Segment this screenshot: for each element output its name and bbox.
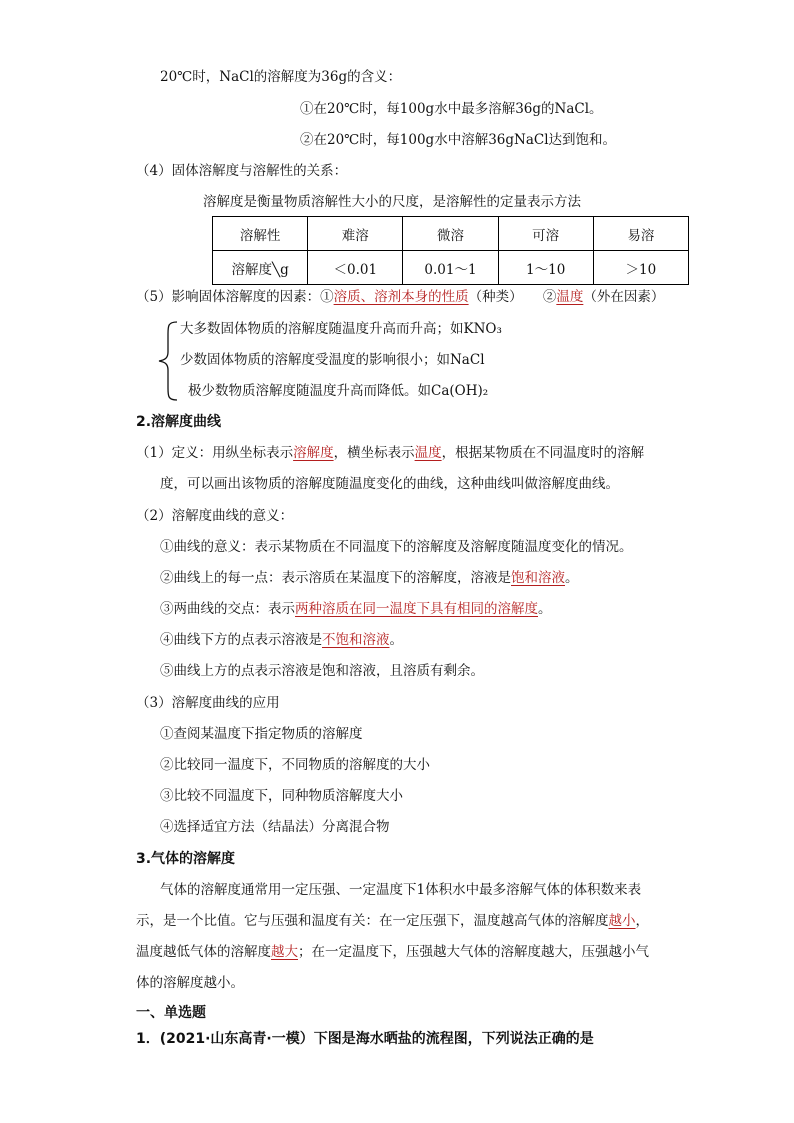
table-row xyxy=(213,251,689,285)
line-solubility-scale: 溶解度是衡量物质溶解性大小的尺度，是溶解性的定量表示方法 xyxy=(203,194,581,210)
meaning-1: ①曲线的意义：表示某物质在不同温度下的溶解度及溶解度随温度变化的情况。 xyxy=(160,539,633,555)
text: 。 xyxy=(389,632,403,648)
text: ②曲线上的每一点：表示溶质在某温度下的溶解度，溶液是 xyxy=(160,570,511,586)
gas-line-3 xyxy=(136,943,649,961)
answer-underlined: 温度 xyxy=(556,289,584,305)
application-2: ②比较同一温度下，不同物质的溶解度的大小 xyxy=(160,757,430,773)
meaning-2 xyxy=(160,569,579,587)
text: ， xyxy=(635,913,649,929)
line-nacl-meaning: 20℃时，NaCl的溶解度为36g的含义： xyxy=(160,69,402,85)
application-1: ①查阅某温度下指定物质的溶解度 xyxy=(160,726,363,742)
table-cell: 微溶 xyxy=(403,217,498,251)
curly-brace-icon xyxy=(156,320,180,402)
application-3: ③比较不同温度下，同种物质溶解度大小 xyxy=(160,788,403,804)
table-cell: 溶解度╲g xyxy=(213,251,308,285)
text: ；在一定温度下，压强越大气体的溶解度越大，压强越小气 xyxy=(298,944,649,960)
text: ，根据某物质在不同温度时的溶解 xyxy=(441,445,645,461)
answer-underlined: 越小 xyxy=(608,913,636,929)
table-cell: 易溶 xyxy=(593,217,688,251)
table-cell: 溶解性 xyxy=(213,217,308,251)
table-cell: 1～10 xyxy=(498,251,593,285)
single-choice-heading: 一、单选题 xyxy=(136,1005,206,1021)
text: ，横坐标表示 xyxy=(333,445,415,461)
text: （5）影响固体溶解度的因素：① xyxy=(136,289,334,305)
text: ③两曲线的交点：表示 xyxy=(160,601,295,617)
section-2-title: 2.溶解度曲线 xyxy=(136,414,222,430)
table-cell: 0.01～1 xyxy=(403,251,498,285)
meaning-4 xyxy=(160,631,403,649)
table-row xyxy=(213,217,689,251)
table-cell: ＞10 xyxy=(593,251,688,285)
table-cell: 可溶 xyxy=(498,217,593,251)
answer-underlined: 不饱和溶液 xyxy=(322,632,390,648)
definition-line-2: 度，可以画出该物质的溶解度随温度变化的曲线，这种曲线叫做溶解度曲线。 xyxy=(160,476,619,492)
table-cell: 难溶 xyxy=(308,217,403,251)
answer-underlined: 温度 xyxy=(414,445,442,461)
text: 温度越低气体的溶解度 xyxy=(136,944,271,960)
answer-underlined: 饱和溶液 xyxy=(511,570,565,586)
line-meaning-1: ①在20℃时，每100g水中最多溶解36g的NaCl。 xyxy=(300,101,603,117)
meaning-heading: （2）溶解度曲线的意义： xyxy=(136,508,294,524)
answer-underlined: 两种溶质在同一温度下具有相同的溶解度 xyxy=(295,601,538,617)
text: （1）定义：用纵坐标表示 xyxy=(136,445,294,461)
brace-line-2: 少数固体物质的溶解度受温度的影响很小；如NaCl xyxy=(180,352,485,368)
meaning-5: ⑤曲线上方的点表示溶液是饱和溶液，且溶质有剩余。 xyxy=(160,663,484,679)
gas-line-1: 气体的溶解度通常用一定压强、一定温度下1体积水中最多溶解气体的体积数来表 xyxy=(160,882,642,898)
meaning-3 xyxy=(160,600,552,618)
text: ④曲线下方的点表示溶液是 xyxy=(160,632,322,648)
answer-underlined: 溶解度 xyxy=(293,445,334,461)
answer-underlined: 溶质、溶剂本身的性质 xyxy=(333,289,469,305)
definition-line-1 xyxy=(136,444,644,462)
application-heading: （3）溶解度曲线的应用 xyxy=(136,695,280,711)
application-4: ④选择适宜方法（结晶法）分离混合物 xyxy=(160,819,390,835)
answer-underlined: 越大 xyxy=(271,944,298,960)
section-3-title: 3.气体的溶解度 xyxy=(136,851,236,867)
gas-line-2 xyxy=(136,912,649,930)
text: 示，是一个比值。它与压强和温度有关：在一定压强下，温度越高气体的溶解度 xyxy=(136,913,609,929)
brace-line-3: 极少数物质溶解度随温度升高而降低。如Ca(OH)₂ xyxy=(188,383,489,399)
brace-line-1: 大多数固体物质的溶解度随温度升高而升高；如KNO₃ xyxy=(180,321,502,337)
text: 。 xyxy=(565,570,579,586)
gas-line-4: 体的溶解度越小。 xyxy=(136,975,244,991)
text: （外在因素） xyxy=(583,289,665,305)
question-1: 1．(2021·山东高青·一模）下图是海水晒盐的流程图，下列说法正确的是 xyxy=(136,1031,594,1047)
table-cell: ＜0.01 xyxy=(308,251,403,285)
heading-5 xyxy=(136,288,664,306)
heading-4: （4）固体溶解度与溶解性的关系： xyxy=(136,163,348,179)
line-meaning-2: ②在20℃时，每100g水中溶解36gNaCl达到饱和。 xyxy=(300,132,617,148)
solubility-table xyxy=(212,216,689,285)
text: （种类） ② xyxy=(468,289,557,305)
text: 。 xyxy=(538,601,552,617)
